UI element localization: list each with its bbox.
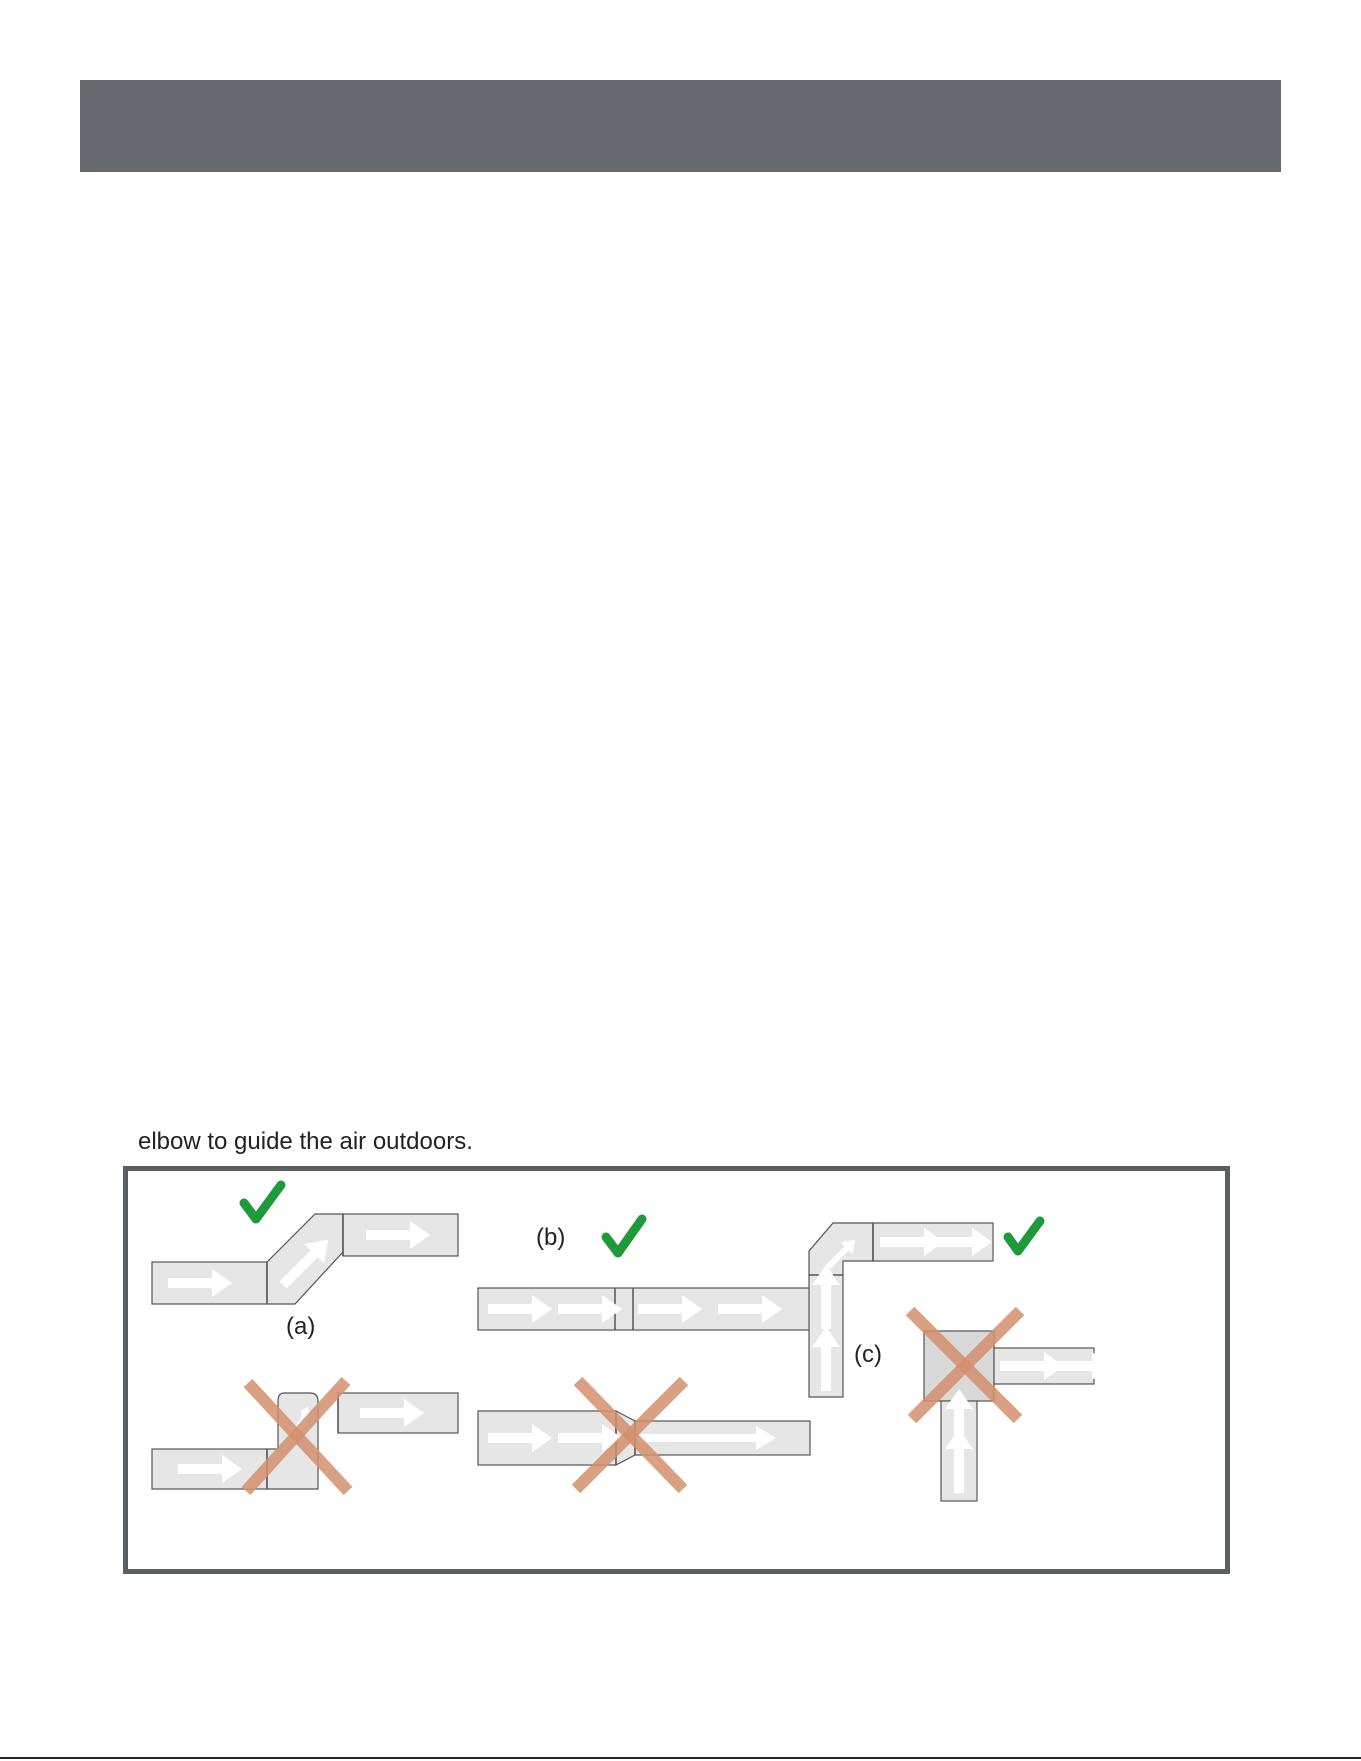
check-mark-icon [244, 1185, 281, 1219]
check-mark-icon [1008, 1221, 1040, 1251]
offset-duct-correct [152, 1214, 458, 1304]
section-header-bar [80, 80, 1281, 172]
duct-installation-figure [123, 1166, 1230, 1574]
straight-duct-correct [478, 1288, 810, 1330]
check-mark-icon [606, 1219, 642, 1253]
figure-label-b: (b) [536, 1224, 566, 1251]
duct-diagram [128, 1171, 1225, 1569]
figure-label-c: (c) [854, 1341, 882, 1368]
page-footer-rule [0, 1757, 1361, 1759]
figure-label-a: (a) [286, 1313, 316, 1340]
body-text-line: elbow to guide the air outdoors. [138, 1128, 473, 1155]
